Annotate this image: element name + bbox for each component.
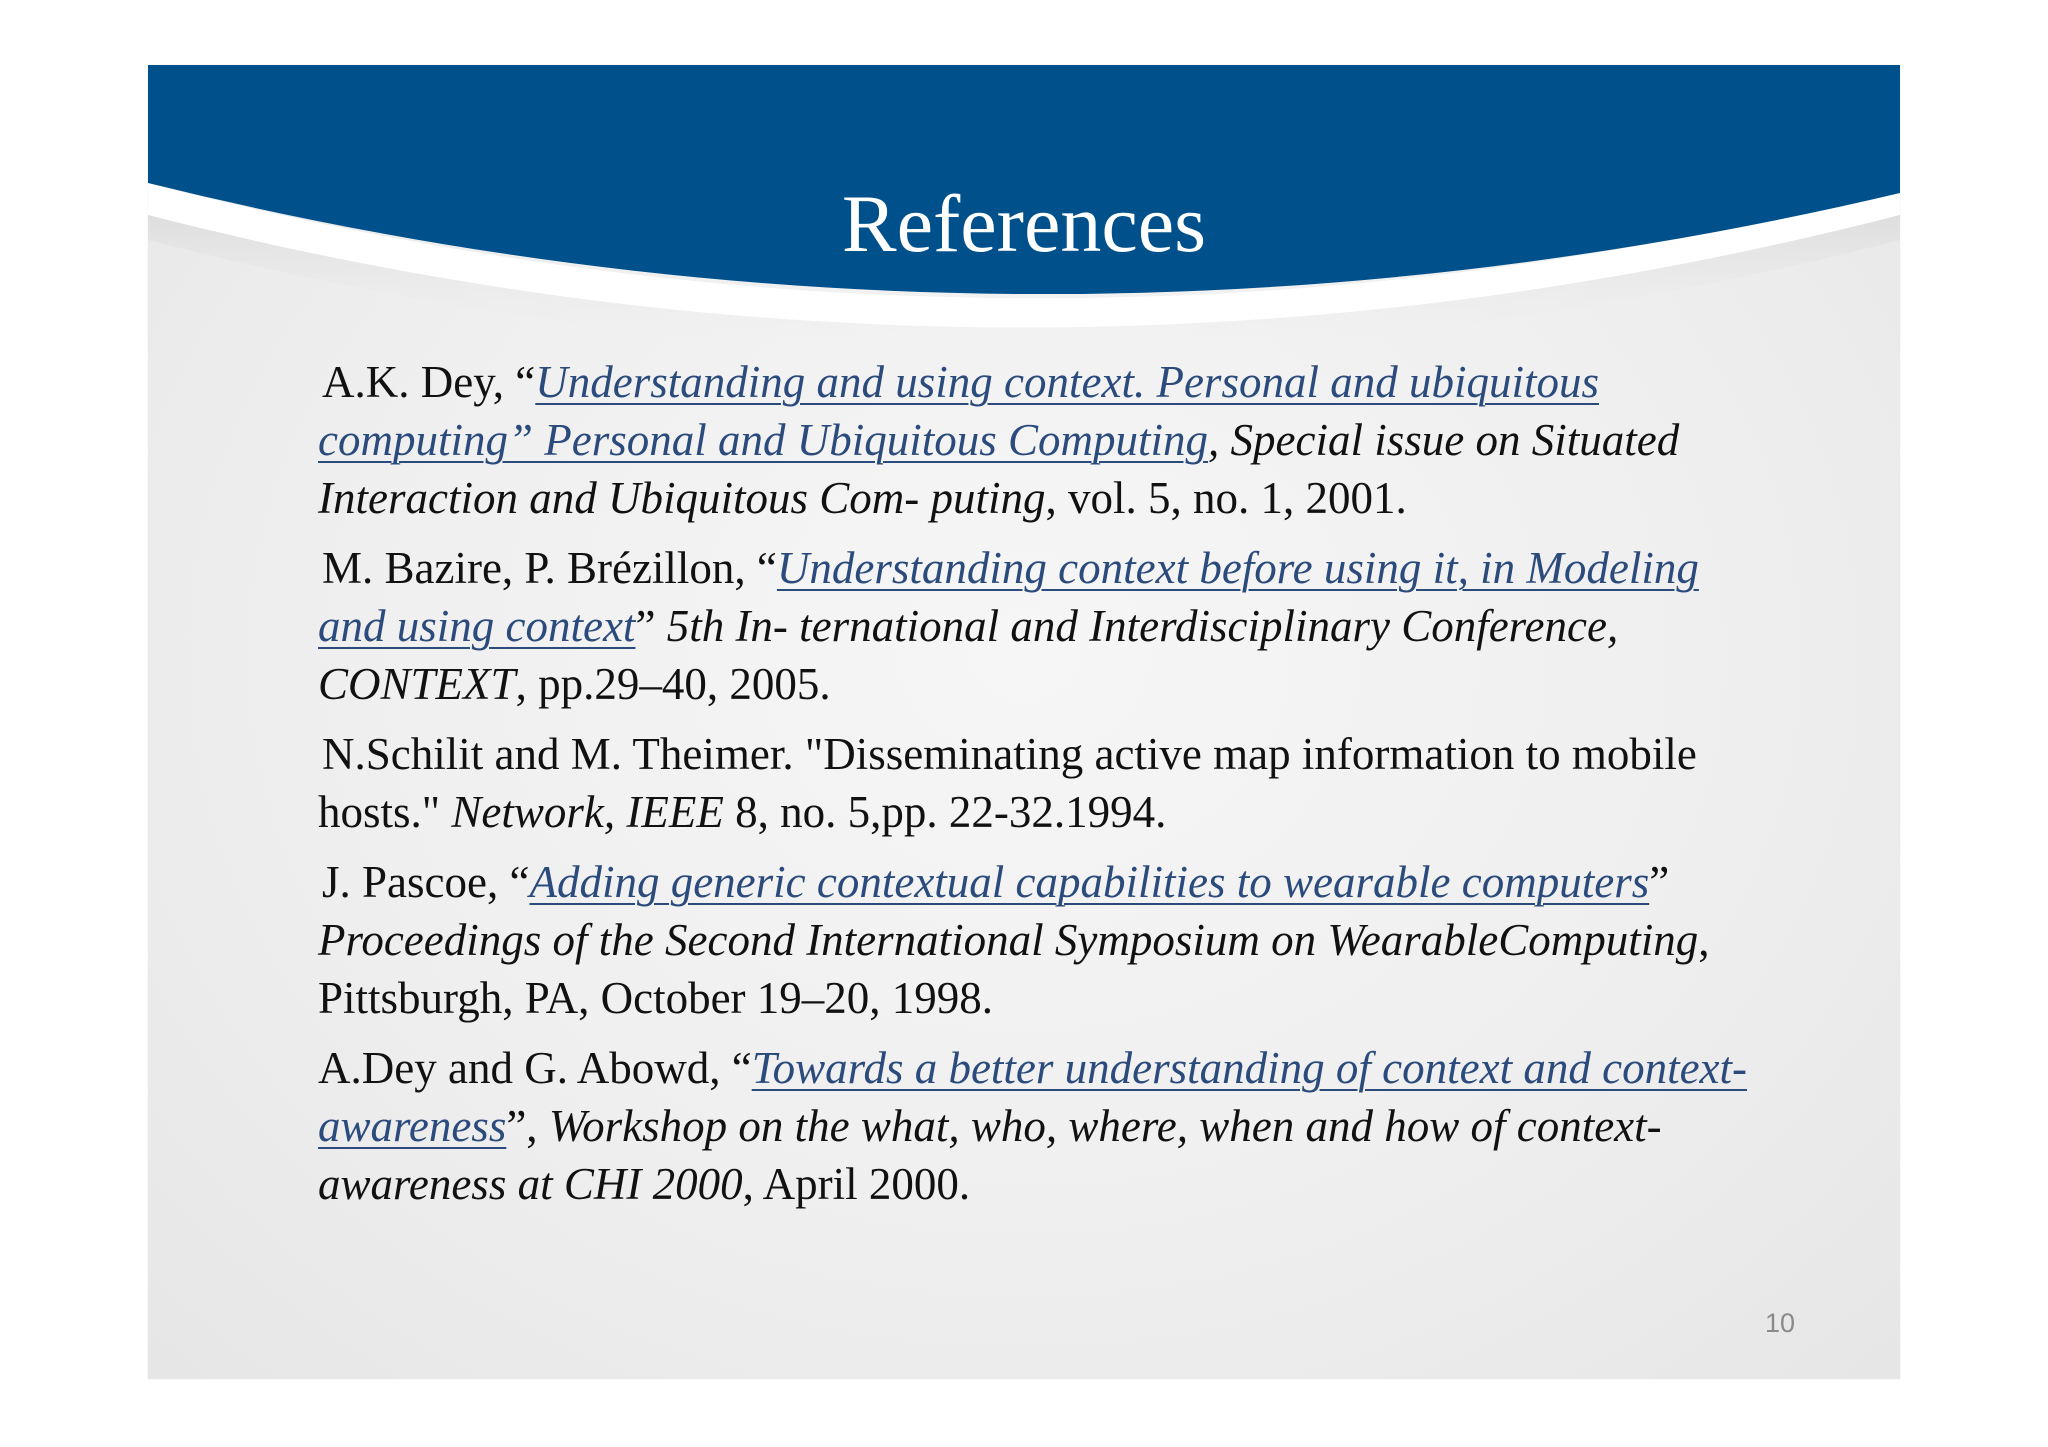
reference-quote-close: ”, <box>506 1101 549 1151</box>
reference-authors: N.Schilit and M. Theimer. "Disseminating active map information to mobile hosts." <box>318 729 1697 837</box>
reference-venue: Network, IEEE <box>451 787 724 837</box>
reference-item <box>318 725 1768 841</box>
reference-details: , April 2000. <box>742 1159 971 1209</box>
page-number: 10 <box>1764 1308 1795 1338</box>
reference-quote-close: ” <box>635 601 667 651</box>
reference-link[interactable]: Understanding and using context. Personal and ubiquitous computing” Personal and Ubiquitous Computing <box>318 357 1599 465</box>
reference-venue: 5th In- ternational and Interdisciplinary Conference, CONTEXT <box>318 601 1619 709</box>
reference-link[interactable]: Understanding context before using it, in Modeling and using context <box>318 543 1699 651</box>
reference-item <box>318 853 1768 1027</box>
reference-authors: A.K. Dey, “ <box>322 357 536 407</box>
reference-authors: J. Pascoe, “ <box>322 857 530 907</box>
reference-item <box>318 539 1768 713</box>
references-list <box>318 353 1768 1225</box>
reference-details: , Pittsburgh, PA, October 19–20, 1998. <box>318 915 1710 1023</box>
reference-venue: Workshop on the what, who, where, when and how of context-awareness at CHI 2000 <box>318 1101 1662 1209</box>
slide-title: References <box>841 178 1207 269</box>
reference-item <box>318 1039 1768 1213</box>
reference-authors: M. Bazire, P. Brézillon, “ <box>322 543 777 593</box>
reference-item <box>318 353 1768 527</box>
reference-link[interactable]: Adding generic contextual capabilities to wearable computers <box>529 857 1650 907</box>
reference-venue: Proceedings of the Second International Symposium on WearableComputing <box>318 915 1699 965</box>
reference-venue: , Special issue on Situated Interaction and Ubiquitous Com- puting <box>318 415 1680 523</box>
slide <box>148 65 1900 1379</box>
reference-authors: A.Dey and G. Abowd, “ <box>318 1043 752 1093</box>
reference-details: , vol. 5, no. 1, 2001. <box>1045 473 1407 523</box>
reference-details: 8, no. 5,pp. 22-32.1994. <box>723 787 1167 837</box>
reference-link[interactable]: Towards a better understanding of context and context-awareness <box>318 1043 1748 1151</box>
reference-details: , pp.29–40, 2005. <box>515 659 831 709</box>
reference-quote-close: ” <box>1649 857 1670 907</box>
